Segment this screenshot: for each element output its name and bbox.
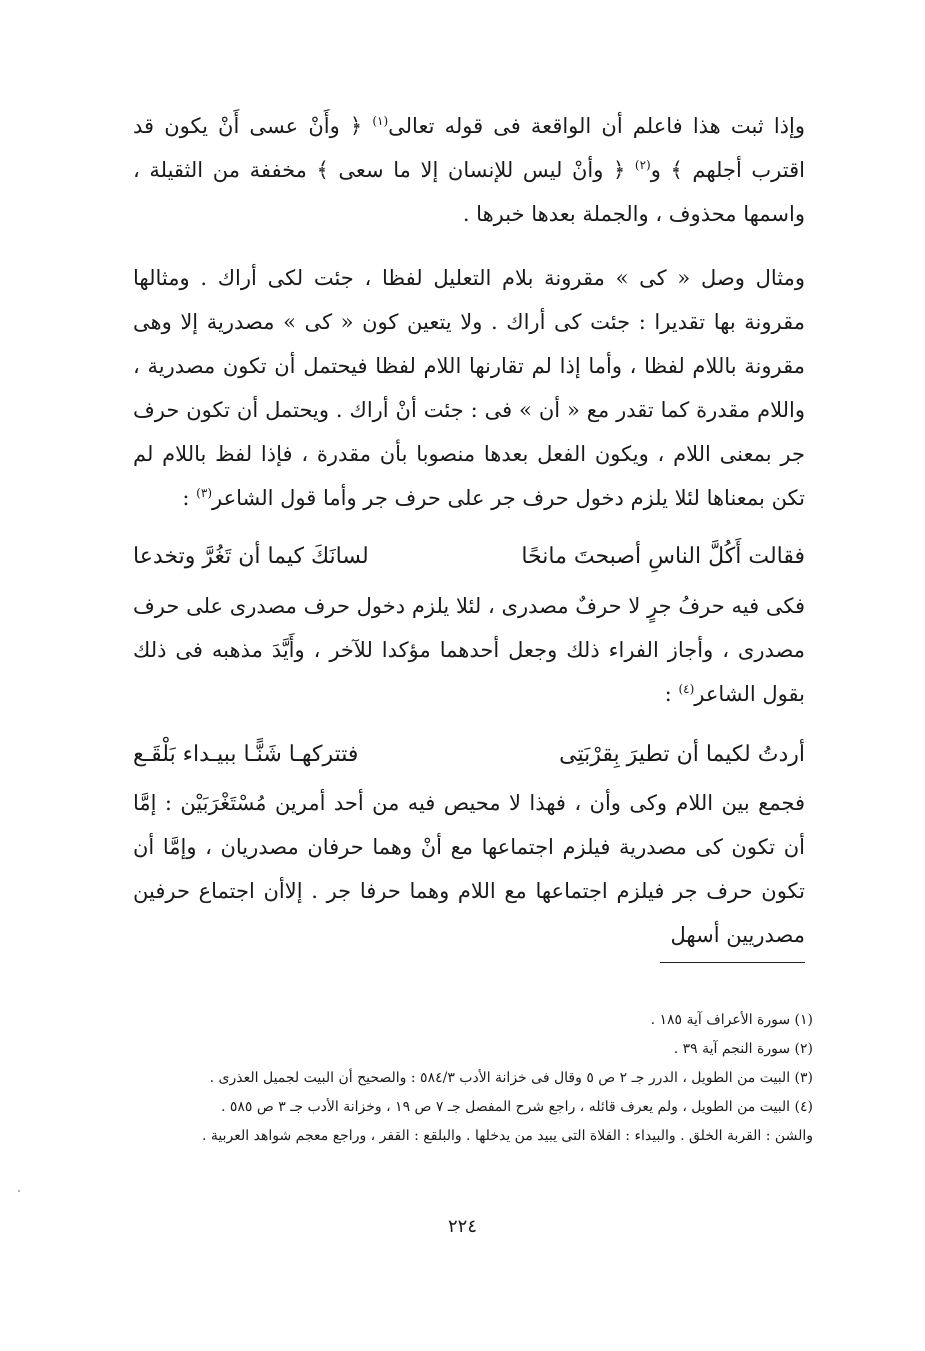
paragraph-kay-example [133,256,805,520]
paragraph-tail: : [182,486,197,510]
verse-second-hemistich: لسانَكَ كيما أن تَغُرَّ وتخدعا [133,544,369,569]
footnote-marker[interactable]: (٢) [634,158,651,172]
poetry-verse [133,535,805,579]
footnote-2: (٢) سورة النجم آية ٣٩ . [673,1041,813,1057]
paragraph-body: فكى فيه حرفُ جرٍ لا حرفٌ مصدرى ، لئلا يلزم دخول حرف مصدرى على حرف مصدرى ، وأجاز الفراء ذلك وجعل أحدهما مؤكدا للآخر ، وأَيَّدَ مذهبه فى ذلك بقول الشاعر [133,594,805,706]
paragraph-line: ﴿ وأنْ ليس للإنسان إلا ما سعى ﴾ مخففة من الثقيلة ، واسمها محذوف ، والجملة بعدها خبرها . [133,158,805,226]
poetry-verse [133,733,805,777]
footnote-marker[interactable]: (٣) [196,486,212,500]
paragraph-text [133,104,805,236]
paragraph-text: فجمع بين اللام وكى وأن ، فهذا لا محيص فيه من أحد أمرين مُسْتَغْرَبَيْن : إمَّا أن تكون كى مصدرية فيلزم اجتماعها مع أنْ وهما حرفان مصدريان ، وإمَّا أن تكون حرف جر فيلزم اجتماعها مع اللام وهما حرفا جر . إلاأن اجتماع حرفين مصدريين أسهل [133,791,805,947]
footnote-4: (٤) البيت من الطويل ، ولم يعرف قائله ، راجع شرح المفصل جـ ٧ ص ١٩ ، وخزانة الأدب جـ ٣ ص ٥٨٥ . [220,1099,813,1115]
paragraph-body: ومثال وصل « كى » مقرونة بلام التعليل لفظا ، جئت لكى أراك . ومثالها مقرونة بها تقديرا : جئت كى أراك . ولا يتعين كون « كى » مصدرية إلا وهى مقرونة باللام لفظا ، وأما إذا لم تقارنها اللام لفظا فيحتمل أن تكون مصدرية ، واللام مقدرة كما تقدر مع « أن » فى : جئت أنْ أراك . ويحتمل أن تكون حرف جر بمعنى اللام ، ويكون الفعل بعدها منصوبا بأن مقدرة ، فإذا لفظ باللام لم تكن بمعناها لئلا يلزم دخول حرف جر على حرف جر وأما قول الشاعر [133,266,805,510]
paragraph-text [133,256,805,520]
footnote-3: (٣) البيت من الطويل ، الدرر جـ ٢ ص ٥ وقال فى خزانة الأدب ٥٨٤/٣ : والصحيح أن البيت لجميل العذرى . [209,1070,813,1086]
paragraph-verse-reference [133,104,805,236]
verse-first-hemistich: فقالت أَكُلَّ الناسِ أصبحتَ مانحًا [521,544,805,569]
footnote-1: (١) سورة الأعراف آية ١٨٥ . [650,1012,813,1028]
verse-second-hemistich: فتتركهـا شَنًّـا ببيـداء بَلْقَـع [133,742,359,767]
paragraph-farra-opinion [133,584,805,716]
paragraph-text [133,584,805,716]
scan-speck [18,1190,20,1192]
paragraph-line: وإذا ثبت هذا فاعلم أن الواقعة فى قوله تعالى [388,114,805,138]
footnote-divider [660,962,805,963]
paragraph-line: ﴿ وأَنْ عسى أَنْ يكون قد اقترب أجلهم ﴾ و [133,114,805,182]
page-number: ٢٢٤ [447,1216,477,1237]
footnote-4-continued: والشن : القربة الخلق . والبيداء : الفلاة التى يبيد من يدخلها . والبلقع : القفر ، وراجع معجم شواهد العربية . [202,1128,813,1144]
paragraph-conclusion [133,781,805,957]
footnote-marker[interactable]: (١) [372,114,389,128]
paragraph-tail: : [664,682,679,706]
footnotes-section [133,1006,813,1151]
verse-first-hemistich: أردتُ لكيما أن تطيرَ بِقرْبَتِى [559,742,805,767]
footnote-marker[interactable]: (٤) [678,682,695,696]
